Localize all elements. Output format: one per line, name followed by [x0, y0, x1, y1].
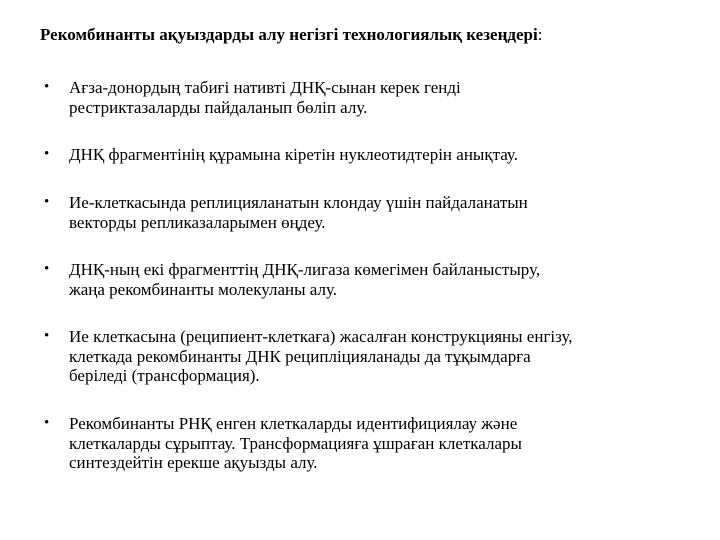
- text-line: ДНҚ-ның екі фрагменттің ДНҚ-лигаза көмегімен байланыстыру,: [69, 260, 541, 279]
- text-line: Рекомбинанты РНҚ енген клеткаларды идентифициялау және: [69, 414, 518, 433]
- text-line: рестриктазаларды пайдаланып бөліп алу.: [69, 97, 368, 117]
- list-item-text: [69, 193, 689, 232]
- list-item-text: [69, 78, 689, 117]
- text-line: ДНҚ фрагментінің құрамына кіретін нуклеотидтерін анықтау.: [69, 145, 518, 164]
- text-line: клеткаларды сұрыптау. Трансформацияға ұшраған клеткалары: [69, 433, 522, 453]
- bullet-icon: •: [44, 79, 50, 95]
- bullet-icon: •: [44, 261, 50, 277]
- list-item-text: [69, 145, 689, 165]
- slide-heading: [40, 24, 542, 46]
- list-item-text: [69, 327, 689, 386]
- bullet-icon: •: [44, 146, 50, 162]
- text-line: синтездейтін ерекше ақуызды алу.: [69, 453, 318, 472]
- text-line: Ие клеткасына (реципиент-клеткаға) жасалған конструкцияны енгізу,: [69, 327, 573, 346]
- bullet-icon: •: [44, 328, 50, 344]
- text-line: векторды репликазаларымен өңдеу.: [69, 212, 326, 232]
- text-line: клеткада рекомбинанты ДНК реципліцияланады да тұқымдарға: [69, 346, 531, 366]
- heading-title: Рекомбинанты ақуыздарды алу негізгі технологиялық кезеңдері: [40, 25, 538, 44]
- text-line: жаңа рекомбинанты молекуланы алу.: [69, 279, 338, 299]
- heading-colon: :: [537, 25, 543, 44]
- text-line: Ие-клеткасында реплицияланатын клондау үшін пайдаланатын: [69, 193, 528, 212]
- text-line: беріледі (трансформация).: [69, 366, 260, 385]
- text-line: Ағза-донордың табиғі нативті ДНҚ-сынан керек генді: [69, 78, 461, 97]
- list-item-text: [69, 414, 689, 473]
- bullet-icon: •: [44, 194, 50, 210]
- list-item-text: [69, 260, 689, 299]
- bullet-icon: •: [44, 415, 50, 431]
